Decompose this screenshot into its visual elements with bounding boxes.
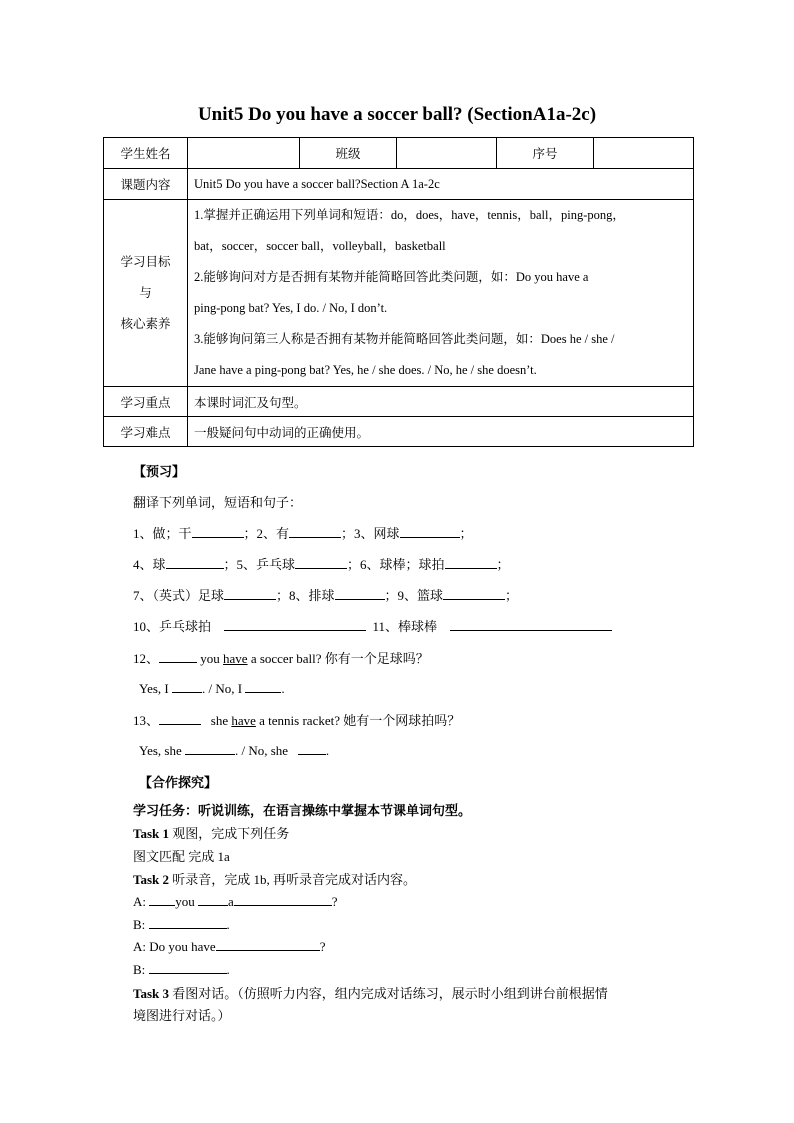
question-13: 13、 she have a tennis racket? 她有一个网球拍吗？ — [133, 713, 461, 728]
focus-value: 本课时词汇及句型。 — [188, 387, 694, 417]
vocab-line-1: 1、做；干 ；2、有 ；3、网球 ； — [133, 526, 473, 541]
number-label: 序号 — [497, 138, 594, 169]
number-field[interactable] — [594, 138, 694, 169]
objective-line: 1.掌握并正确运用下列单词和短语：do，does，have，tennis，ball，ping-pong， — [194, 208, 625, 222]
answer-12: Yes, I . / No, I . — [139, 681, 285, 696]
dialogue-line: B: . — [133, 962, 230, 977]
answer-blank[interactable] — [234, 892, 332, 906]
answer-blank[interactable] — [172, 679, 202, 693]
answer-blank[interactable] — [224, 617, 366, 631]
answer-blank[interactable] — [298, 741, 326, 755]
answer-blank[interactable] — [400, 524, 460, 538]
objective-line: bat，soccer，soccer ball，volleyball，basketball — [194, 239, 446, 253]
task-main: 学习任务：听说训练，在语言操练中掌握本节课单词句型。 — [133, 803, 472, 818]
answer-blank[interactable] — [149, 915, 227, 929]
difficulty-value: 一般疑问句中动词的正确使用。 — [188, 417, 694, 447]
task-2: Task 2 听录音，完成 1b, 再听录音完成对话内容。 — [133, 872, 417, 887]
answer-blank[interactable] — [335, 586, 385, 600]
objective-line: 2.能够询问对方是否拥有某物并能简略回答此类问题，如：Do you have a — [194, 270, 589, 284]
class-label: 班级 — [300, 138, 397, 169]
task-1-sub: 图文匹配 完成 1a — [133, 849, 230, 864]
objectives-label: 学习目标 与 核心素养 — [104, 200, 188, 387]
answer-blank[interactable] — [198, 892, 228, 906]
objective-line: ping-pong bat? Yes, I do. / No, I don’t. — [194, 301, 388, 315]
answer-blank[interactable] — [445, 555, 497, 569]
answer-blank[interactable] — [295, 555, 347, 569]
info-table — [103, 137, 694, 447]
dialogue-line: B: . — [133, 917, 230, 932]
difficulty-label: 学习难点 — [104, 417, 188, 447]
objective-line: Jane have a ping-pong bat? Yes, he / she does. / No, he / she doesn’t. — [194, 363, 537, 377]
student-name-field[interactable] — [188, 138, 300, 169]
preview-instruction: 翻译下列单词，短语和句子： — [133, 495, 303, 510]
task-3: Task 3 看图对话。（仿照听力内容，组内完成对话练习，展示时小组到讲台前根据情 — [133, 986, 608, 1001]
topic-value: Unit5 Do you have a soccer ball?Section A 1a-2c — [188, 169, 694, 200]
answer-blank[interactable] — [159, 649, 197, 663]
page-title: Unit5 Do you have a soccer ball? (SectionA1a-2c) — [197, 104, 597, 125]
answer-blank[interactable] — [149, 960, 227, 974]
table-row — [104, 200, 694, 387]
answer-blank[interactable] — [289, 524, 341, 538]
answer-blank[interactable] — [450, 617, 612, 631]
table-row — [104, 138, 694, 169]
answer-blank[interactable] — [166, 555, 224, 569]
focus-label: 学习重点 — [104, 387, 188, 417]
vocab-line-3: 7、（英式）足球 ；8、排球 ；9、篮球 ； — [133, 588, 519, 603]
table-row — [104, 169, 694, 200]
class-field[interactable] — [397, 138, 497, 169]
dialogue-line: A: Do you have ? — [133, 939, 326, 954]
answer-blank[interactable] — [443, 586, 505, 600]
task-1: Task 1 观图，完成下列任务 — [133, 826, 290, 841]
objectives-content — [188, 200, 694, 387]
answer-blank[interactable] — [192, 524, 244, 538]
objective-line: 3.能够询问第三人称是否拥有某物并能简略回答此类问题，如：Does he / she / — [194, 332, 615, 346]
answer-blank[interactable] — [185, 741, 235, 755]
answer-blank[interactable] — [245, 679, 281, 693]
answer-blank[interactable] — [149, 892, 175, 906]
answer-13: Yes, she . / No, she . — [139, 743, 330, 758]
preview-heading: 【预习】 — [133, 464, 186, 479]
table-row — [104, 417, 694, 447]
question-12: 12、 you have a soccer ball? 你有一个足球吗？ — [133, 651, 429, 666]
coop-heading: 【合作探究】 — [139, 775, 218, 790]
task-3-cont: 境图进行对话。） — [133, 1008, 231, 1023]
vocab-line-2: 4、球 ；5、乒乓球 ；6、球棒；球拍 ； — [133, 557, 510, 572]
dialogue-line: A: you a ? — [133, 894, 338, 909]
answer-blank[interactable] — [159, 711, 201, 725]
vocab-line-4: 10、乒乓球拍 11、棒球棒 — [133, 616, 612, 635]
table-row — [104, 387, 694, 417]
answer-blank[interactable] — [224, 586, 276, 600]
answer-blank[interactable] — [216, 937, 320, 951]
student-name-label: 学生姓名 — [104, 138, 188, 169]
topic-label: 课题内容 — [104, 169, 188, 200]
